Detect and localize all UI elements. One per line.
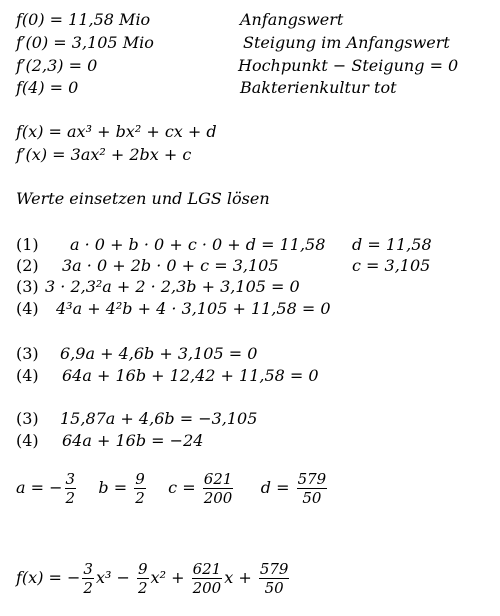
numerator: 9 [135,470,145,488]
numerator: 621 [192,560,222,578]
section-heading: Werte einsetzen und LGS lösen [16,189,270,208]
denominator: 2 [138,579,148,597]
solution-c-fraction [203,470,234,507]
solution-b-fraction [134,470,146,507]
condition-equation-2: f′(0) = 3,105 Mio [16,33,154,52]
equation-number: (4) [16,366,39,385]
numerator: 579 [297,470,327,488]
equation: 4³a + 4²b + 4 · 3,105 + 11,58 = 0 [56,299,331,318]
condition-equation-4: f(4) = 0 [16,78,79,97]
equation: a · 0 + b · 0 + c · 0 + d = 11,58 [70,235,326,254]
condition-label-2: Steigung im Anfangswert [243,33,450,52]
equation-number: (4) [16,299,39,318]
equation-number: (3) [16,277,39,296]
equation-number: (4) [16,431,39,450]
condition-equation-1: f(0) = 11,58 Mio [16,10,151,29]
equation-result: c = 3,105 [352,256,431,275]
condition-label-1: Anfangswert [240,10,344,29]
solution-a-label: a = − [16,478,63,497]
condition-equation-3: f′(2,3) = 0 [16,56,98,75]
denominator: 2 [65,489,76,507]
solution-d-fraction [297,470,328,507]
final-term3-fraction [192,560,223,597]
condition-label-3: Hochpunkt − Steigung = 0 [238,56,459,75]
equation: 6,9a + 4,6b + 3,105 = 0 [60,344,258,363]
final-term3-var: x + [224,568,252,587]
equation: 64a + 16b = −24 [62,431,204,450]
numerator: 9 [138,560,148,578]
numerator: 3 [65,470,76,488]
equation: 64a + 16b + 12,42 + 11,58 = 0 [62,366,319,385]
denominator: 50 [302,489,322,507]
final-prefix: f(x) = − [16,568,81,587]
solution-d-label: d = [260,478,290,497]
final-term1-fraction [82,560,94,597]
final-term4-fraction [259,560,290,597]
condition-label-4: Bakterienkultur tot [240,78,397,97]
final-function [16,560,291,597]
final-term2-var: x² + [150,568,185,587]
solution-row [16,470,329,507]
equation-number: (3) [16,344,39,363]
function-f-prime: f′(x) = 3ax² + 2bx + c [16,145,192,164]
denominator: 50 [264,579,284,597]
denominator: 200 [203,489,233,507]
function-f: f(x) = ax³ + bx² + cx + d [16,122,217,141]
solution-c-label: c = [168,478,196,497]
denominator: 2 [135,489,145,507]
solution-b-label: b = [98,478,128,497]
equation: 3 · 2,3²a + 2 · 2,3b + 3,105 = 0 [45,277,300,296]
denominator: 200 [192,579,222,597]
numerator: 579 [259,560,289,578]
equation-number: (1) [16,235,39,254]
final-term2-fraction [137,560,149,597]
denominator: 2 [83,579,93,597]
numerator: 621 [203,470,233,488]
solution-a-fraction [65,470,77,507]
final-term1-var: x³ − [95,568,130,587]
equation-number: (2) [16,256,39,275]
equation: 3a · 0 + 2b · 0 + c = 3,105 [62,256,279,275]
numerator: 3 [83,560,93,578]
equation-number: (3) [16,409,39,428]
equation: 15,87a + 4,6b = −3,105 [60,409,258,428]
equation-result: d = 11,58 [352,235,432,254]
